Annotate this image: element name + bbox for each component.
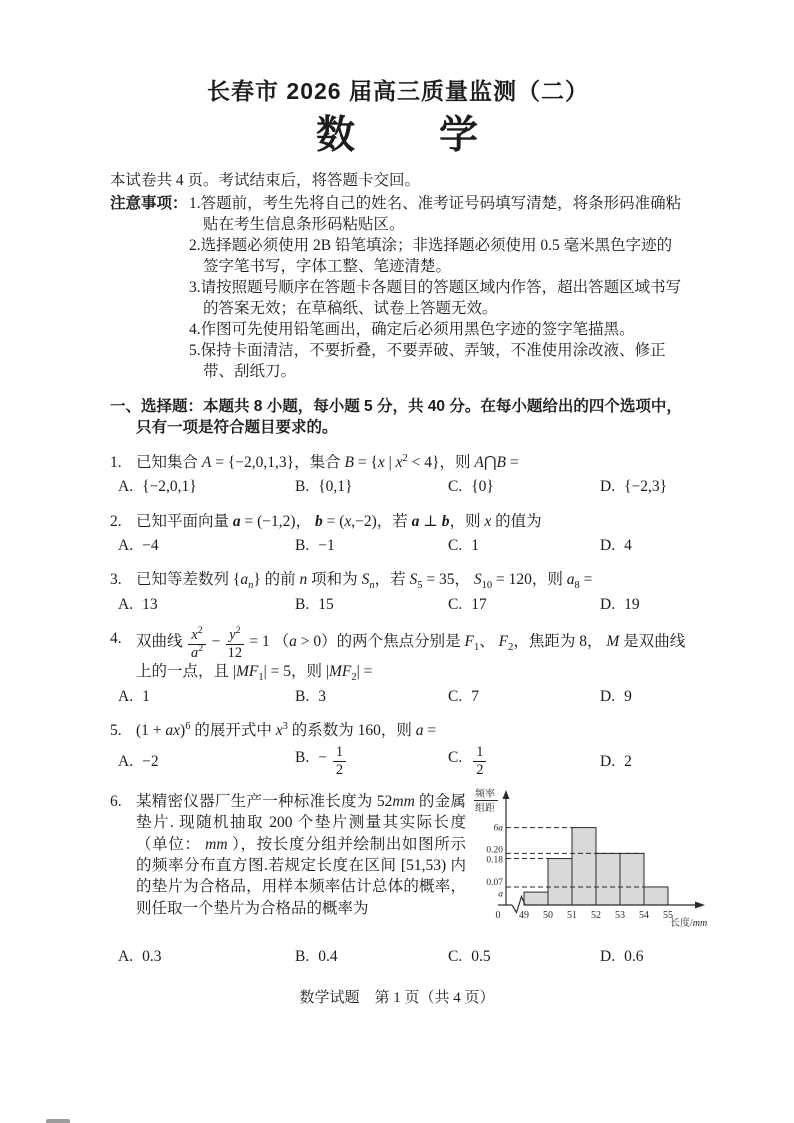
option-c: C. 1 [448,537,479,555]
option-c: C. 0.5 [448,948,491,966]
option-a: A. 0.3 [118,948,162,966]
question-stem: 某精密仪器厂生产一种标准长度为 52mm 的金属垫片. 现随机抽取 200 个垫片测量其实际长度（单位： mm ），按长度分组并绘制出如图所示的频率分布直方图.若规定长度在区间 [51,53) 内的垫片为合格品，用样本频率估计总体的概率，则任取一个垫片为合格品的概率为 [136,792,466,917]
option-d: D. {−2,3} [600,478,668,496]
options-row [118,535,686,556]
svg-text:49: 49 [519,909,529,921]
scan-artifact [46,1119,70,1123]
option-b: B. 0.4 [295,948,338,966]
notice-item: 2.选择题必须使用 2B 铅笔填涂；非选择题必须使用 0.5 毫米黑色字迹的签字笔书写，字体工整、笔迹清楚。 [189,237,673,276]
notices-list [189,193,686,383]
options-row [118,946,686,967]
svg-text:0.07: 0.07 [486,877,503,888]
question-stem: 已知平面向量 a = (−1,2)， b = (x,−2)，若 a ⊥ b，则 x 的值为 [136,512,542,530]
intro-line: 本试卷共 4 页。考试结束后，将答题卡交回。 [110,172,421,190]
question-5 [110,720,686,778]
frequency-histogram [472,785,722,943]
notice-item: 4.作图可先使用铅笔画出，确定后必须用黑色字迹的签字笔描黑。 [189,321,635,339]
question-stem: 已知等差数列 $\{a_n\}$ 的前 n 项和为 $S_n$，若 $S_5 = 35$， $S_{10} = 120$，则 $a_8$ = [136,571,593,592]
option-c: C. 7 [448,687,479,705]
question-6 [110,788,708,968]
notices-label: 注意事项： [110,194,188,212]
page-footer: 数学试题 第 1 页（共 4 页） [299,990,495,1006]
option-d: D. 4 [600,537,632,555]
question-stem: (1 + ax)$^6$ 的展开式中 $x^3$ 的系数为 160，则 a = [136,721,437,740]
svg-text:组距: 组距 [475,802,495,814]
option-a: A. −2 [118,752,159,770]
svg-text:50: 50 [543,909,553,921]
svg-text:0: 0 [495,909,501,921]
options-row [118,745,686,778]
svg-text:6a: 6a [493,823,503,834]
notices-block [110,193,686,383]
option-a: A. 1 [118,687,150,705]
svg-text:51: 51 [567,909,577,921]
question-number: 5. [110,722,122,740]
option-c: C. {0} [448,478,494,496]
option-b: B. −1 [295,537,335,555]
question-number: 2. [110,512,122,530]
option-c: C. $\frac{1}{2}$ [448,745,600,778]
question-stem: 已知集合 A = {−2,0,1,3}，集合 B = {x | $x^2 < 4$}，则 A⋂B = [136,452,519,471]
option-d: D. 9 [600,687,632,705]
question-number: 6. [110,792,122,810]
option-b: B. 15 [295,595,334,613]
option-a: A. 13 [118,595,158,613]
option-b: B. − $\frac{1}{2}$ [295,745,448,778]
notice-item: 5.保持卡面清洁，不要折叠，不要弄破、弄皱，不准使用涂改液、修正带、刮纸刀。 [189,342,666,381]
exam-title: 长春市 2026 届高三质量监测（二） [207,78,589,104]
subject-title: 数 学 [315,113,480,157]
option-d: D. 2 [600,752,632,770]
question-number: 1. [110,453,122,471]
svg-text:长度/mm: 长度/mm [670,917,708,929]
option-c: C. 17 [448,595,487,613]
histogram-svg [472,785,722,937]
notice-item: 3.请按照题号顺序在答题卡各题目的答题区域内作答，超出答题区域书写的答案无效；在草稿纸、试卷上答题无效。 [189,279,682,318]
svg-text:0.20: 0.20 [486,845,503,856]
question-number: 3. [110,571,122,589]
option-a: A. {−2,0,1} [118,478,197,496]
options-row [118,476,686,497]
svg-text:a: a [498,889,503,900]
question-2 [110,511,686,557]
section-heading: 一、选择题：本题共 8 小题，每小题 5 分，共 40 分。在每小题给出的四个选项中，只有一项是符合题目要求的。 [110,397,682,437]
option-a: A. −4 [118,537,159,555]
option-b: B. {0,1} [295,478,353,496]
svg-text:频率: 频率 [475,788,495,800]
notice-item: 1.答题前，考生先将自己的姓名、准考证号码填写清楚，将条形码准确粘贴在考生信息条形码粘贴区。 [189,194,682,233]
svg-text:52: 52 [591,909,601,921]
svg-text:55: 55 [663,909,673,921]
question-number: 4. [110,630,122,648]
svg-text:54: 54 [639,909,649,921]
options-row [118,594,686,615]
option-d: D. 19 [600,595,640,613]
svg-text:53: 53 [615,909,625,921]
question-stem: 双曲线 $\frac{x^2}{a^2}$ − $\frac{y^2}{12}$ = 1 （a > 0）的两个焦点分别是 $F_1$、 $F_2$，焦距为 8， M 是双曲线上的一点，且 $|MF_1| = 5$，则 $|MF_2|$ = [136,625,686,684]
option-b: B. 3 [295,687,326,705]
option-d: D. 0.6 [600,948,644,966]
options-row [118,686,686,707]
svg-text:0.18: 0.18 [486,855,503,866]
question-1 [110,452,686,498]
question-4 [110,625,686,707]
question-3 [110,569,686,615]
